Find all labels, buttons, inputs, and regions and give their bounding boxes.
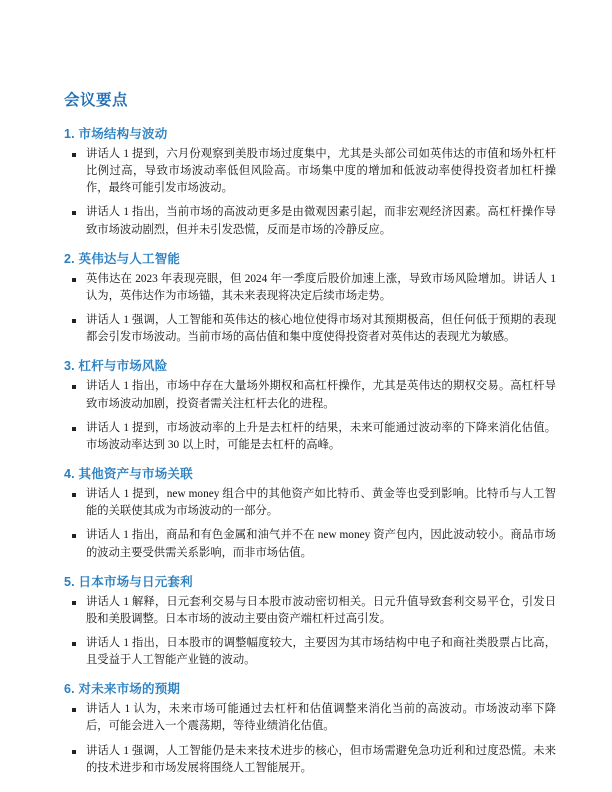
list-item: 讲话人 1 提到，六月份观察到美股市场过度集中，尤其是头部公司如英伟达的市值和场外杠杆比例过高，导致市场波动率低但风险高。市场集中度的增加和低波动率使得投资者加杠杆操作，最终可能引发市场波动。 xyxy=(64,146,556,197)
section-japan-carry-trade xyxy=(64,572,556,670)
section-heading: 3. 杠杆与市场风险 xyxy=(64,359,168,374)
list-item: 讲话人 1 强调，人工智能和英伟达的核心地位使得市场对其预期极高，但任何低于预期的表现都会引发市场波动。当前市场的高估值和集中度使得投资者对英伟达的表现尤为敏感。 xyxy=(64,312,556,346)
list-item: 讲话人 1 认为，未来市场可能通过去杠杆和估值调整来消化当前的高波动。市场波动率下降后，可能会进入一个震荡期，等待业绩消化估值。 xyxy=(64,701,556,735)
section-heading: 1. 市场结构与波动 xyxy=(64,127,168,141)
section-heading: 5. 日本市场与日元套利 xyxy=(64,574,193,589)
list-item: 讲话人 1 指出，市场中存在大量场外期权和高杠杆操作，尤其是英伟达的期权交易。高杠杆导致市场波动加剧，投资者需关注杠杆去化的进程。 xyxy=(64,378,556,412)
section-market-structure xyxy=(64,124,556,239)
section-future-outlook xyxy=(64,679,556,777)
section-heading: 2. 英伟达与人工智能 xyxy=(64,251,181,266)
list-item: 讲话人 1 指出，商品和有色金属和油气并不在 new money 资产包内，因此波动较小。商品市场的波动主要受供需关系影响，而非市场估值。 xyxy=(64,527,556,561)
list-item: 讲话人 1 指出，当前市场的高波动更多是由微观因素引起，而非宏观经济因素。高杠杆操作导致市场波动剧烈，但并未引发恐慌，反而是市场的冷静反应。 xyxy=(64,204,556,238)
list-item: 讲话人 1 解释，日元套利交易与日本股市波动密切相关。日元升值导致套利交易平仓，引发日股和美股调整。日本市场的波动主要由资产端杠杆过高引发。 xyxy=(64,594,556,628)
section-nvidia-ai xyxy=(64,249,556,347)
section-heading: 6. 对未来市场的预期 xyxy=(64,682,181,697)
bullet-list xyxy=(64,594,556,670)
section-heading: 4. 其他资产与市场关联 xyxy=(64,467,193,482)
list-item: 讲话人 1 提到，市场波动率的上升是去杠杆的结果，未来可能通过波动率的下降来消化估值。市场波动率达到 30 以上时，可能是去杠杆的高峰。 xyxy=(64,420,556,454)
section-other-assets xyxy=(64,464,556,562)
list-item: 讲话人 1 提到，new money 组合中的其他资产如比特币、黄金等也受到影响。比特币与人工智能的关联使其成为市场波动的一部分。 xyxy=(64,486,556,520)
bullet-list xyxy=(64,378,556,454)
bullet-list xyxy=(64,701,556,777)
page-title: 会议要点 xyxy=(64,92,129,109)
bullet-list xyxy=(64,271,556,347)
bullet-list xyxy=(64,486,556,562)
list-item: 讲话人 1 指出，日本股市的调整幅度较大，主要因为其市场结构中电子和商社类股票占比高，且受益于人工智能产业链的波动。 xyxy=(64,635,556,669)
section-leverage-risk xyxy=(64,356,556,454)
list-item: 英伟达在 2023 年表现亮眼，但 2024 年一季度后股价加速上涨，导致市场风险增加。讲话人 1 认为，英伟达作为市场锚，其未来表现将决定后续市场走势。 xyxy=(64,271,556,305)
list-item: 讲话人 1 强调，人工智能仍是未来技术进步的核心，但市场需避免急功近利和过度恐慌。未来的技术进步和市场发展将围绕人工智能展开。 xyxy=(64,743,556,777)
bullet-list xyxy=(64,146,556,239)
